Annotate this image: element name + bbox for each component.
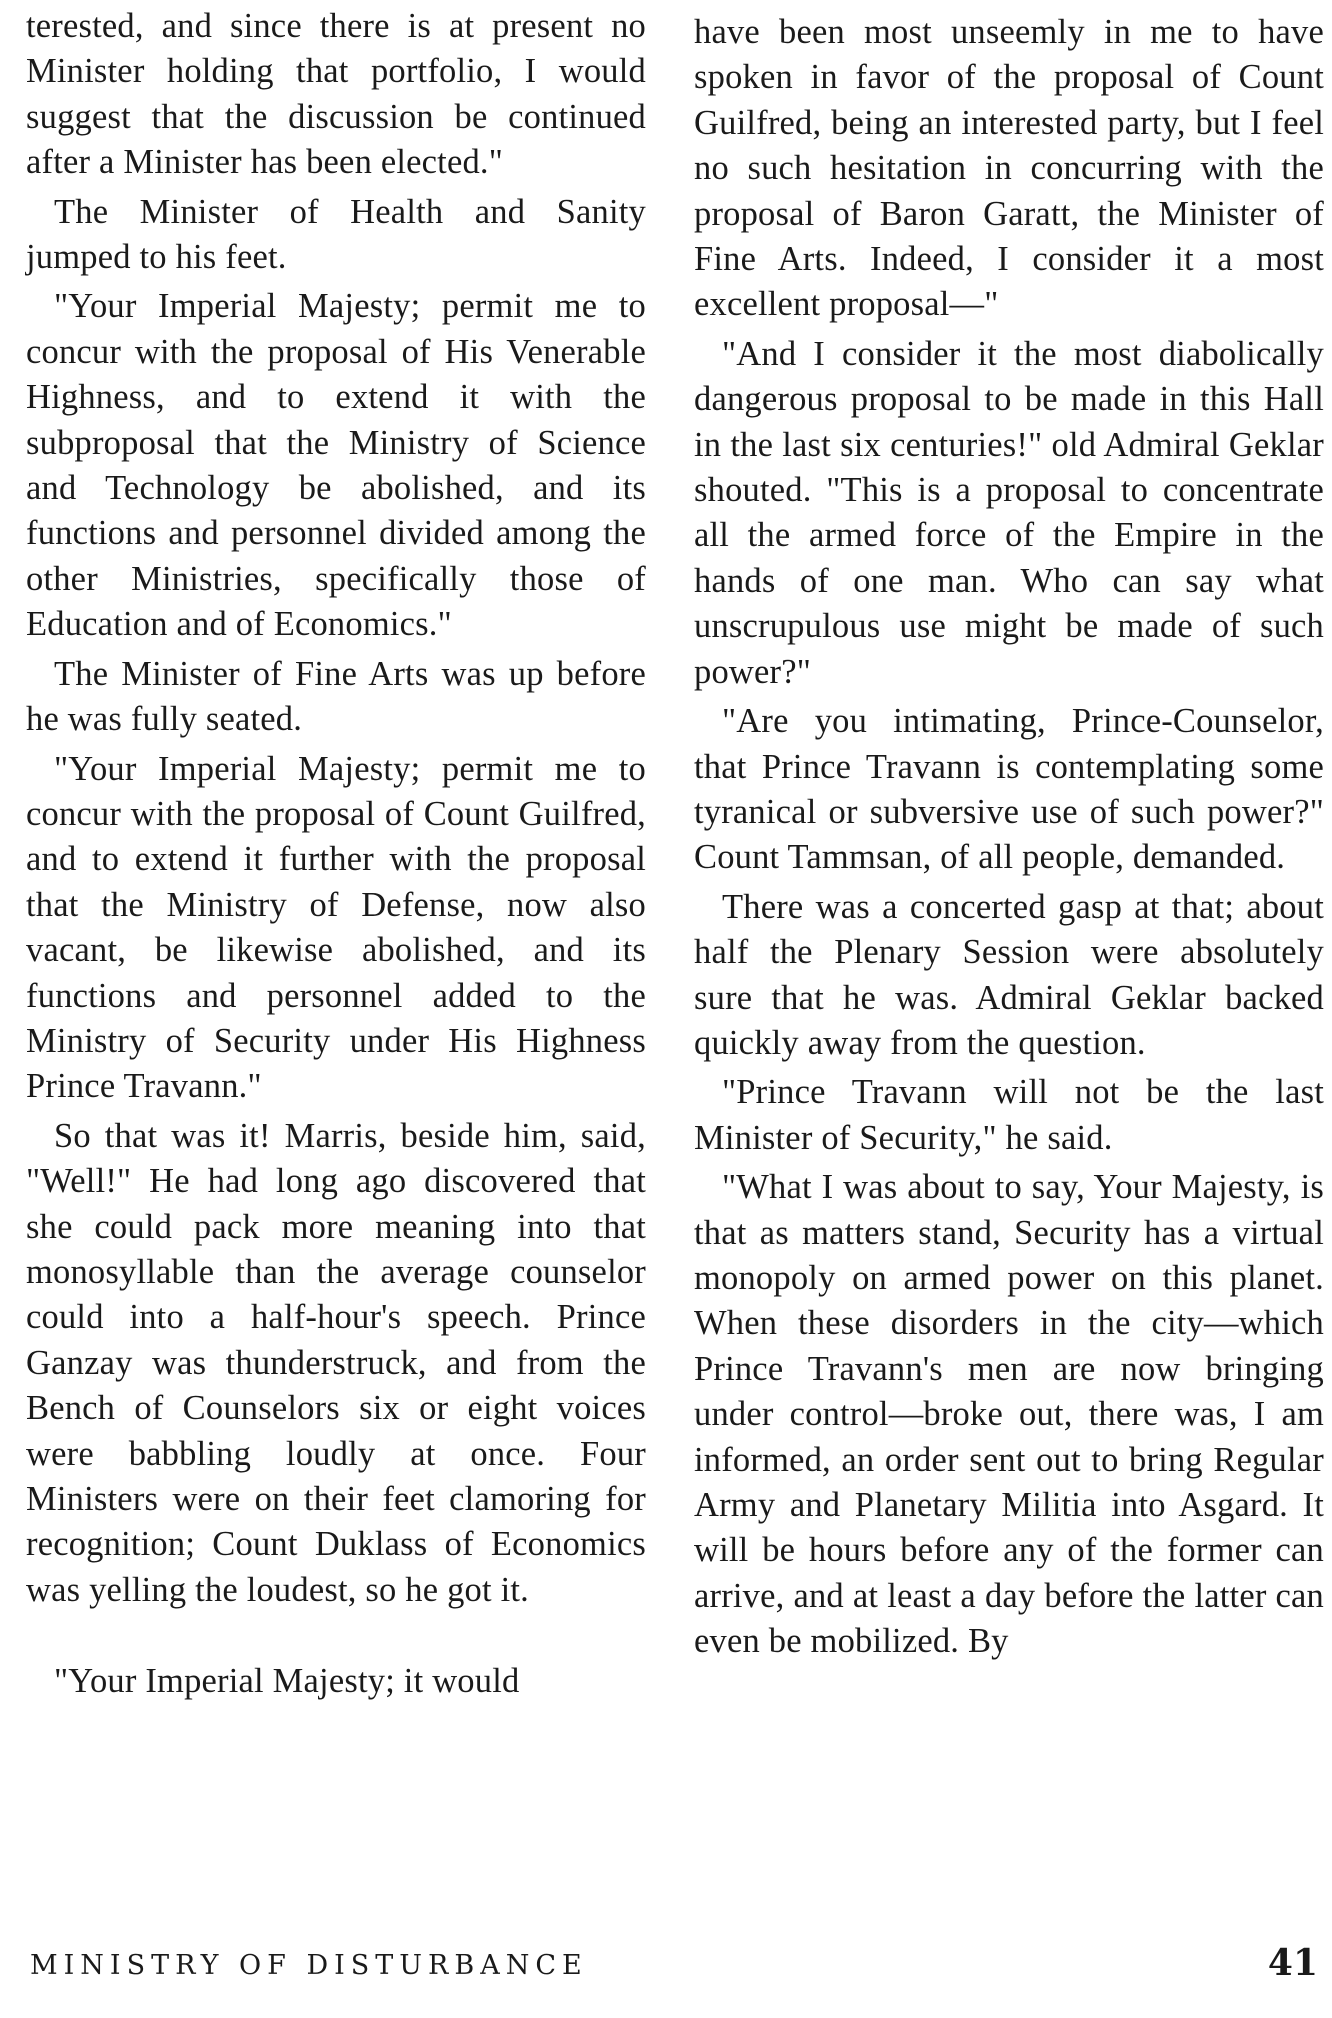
paragraph: "Your Imperial Majesty; permit me to concur with the proposal of His Venerable Highness, and to extend it with the subproposal that the Ministry of Science and Technology be abolished, and its functions and personnel divided among the other Ministries, specifically those of Education and of Economics." bbox=[26, 287, 646, 644]
paragraph: "And I consider it the most diabolically dangerous proposal to be made in this Hall in the last six centuries!" old Admiral Geklar shouted. "This is a proposal to concentrate all the armed force of the Empire in the hands of one man. Who can say what unscrupulous use might be made of such power?" bbox=[694, 334, 1324, 691]
page-footer bbox=[0, 1942, 1332, 2002]
paragraph: "Prince Travann will not be the last Minister of Security," he said. bbox=[694, 1073, 1324, 1157]
left-text-column bbox=[26, 4, 646, 1709]
paragraph: "Your Imperial Majesty; it would bbox=[54, 1662, 520, 1701]
paragraph: The Minister of Fine Arts was up before he was fully seated. bbox=[26, 654, 646, 739]
page-number: 41 bbox=[1267, 1942, 1318, 1984]
paragraph: have been most unseemly in me to have spoken in favor of the proposal of Count Guilfred, being an interested party, but I feel no such hesitation in concurring with the proposal of Baron Garatt, the Minister of Fine Arts. Indeed, I consider it a most excellent proposal—" bbox=[694, 13, 1324, 324]
paragraph: terested, and since there is at present no Minister holding that portfolio, I would suggest that the discussion be continued after a Minister has been elected." bbox=[26, 7, 646, 182]
paragraph: "Are you intimating, Prince-Counselor, that Prince Travann is contemplating some tyranical or subversive use of such power?" Count Tammsan, of all people, demanded. bbox=[694, 702, 1324, 877]
paragraph: So that was it! Marris, beside him, said, "Well!" He had long ago discovered that she could pack more meaning into that monosyllable than the average counselor could into a half-hour's speech. Prince Ganzay was thunderstruck, and from the Bench of Counselors six or eight voices were babbling loudly at once. Four Ministers were on their feet clamoring for recognition; Count Duklass of Economics was yelling the loudest, so he got it. bbox=[26, 1116, 646, 1609]
paragraph: There was a concerted gasp at that; about half the Plenary Session were absolutely sure that he was. Admiral Geklar backed quickly away from the question. bbox=[694, 887, 1324, 1062]
paragraph: The Minister of Health and Sanity jumped to his feet. bbox=[26, 192, 646, 277]
paragraph: "Your Imperial Majesty; permit me to concur with the proposal of Count Guilfred, and to extend it further with the proposal that the Ministry of Defense, now also vacant, be likewise abolished, and its functions and personnel added to the Ministry of Security under His Highness Prince Travann." bbox=[26, 749, 646, 1106]
right-text-column bbox=[694, 10, 1324, 1669]
paragraph: "What I was about to say, Your Majesty, is that as matters stand, Security has a virtual monopoly on armed power on this planet. When these disorders in the city—which Prince Travann's men are now bringing under control—broke out, there was, I am informed, an order sent out to bring Regular Army and Planetary Militia into Asgard. It will be hours before any of the former can arrive, and at least a day before the latter can even be mobilized. By bbox=[694, 1168, 1324, 1661]
running-head: MINISTRY OF DISTURBANCE bbox=[30, 1950, 588, 1981]
